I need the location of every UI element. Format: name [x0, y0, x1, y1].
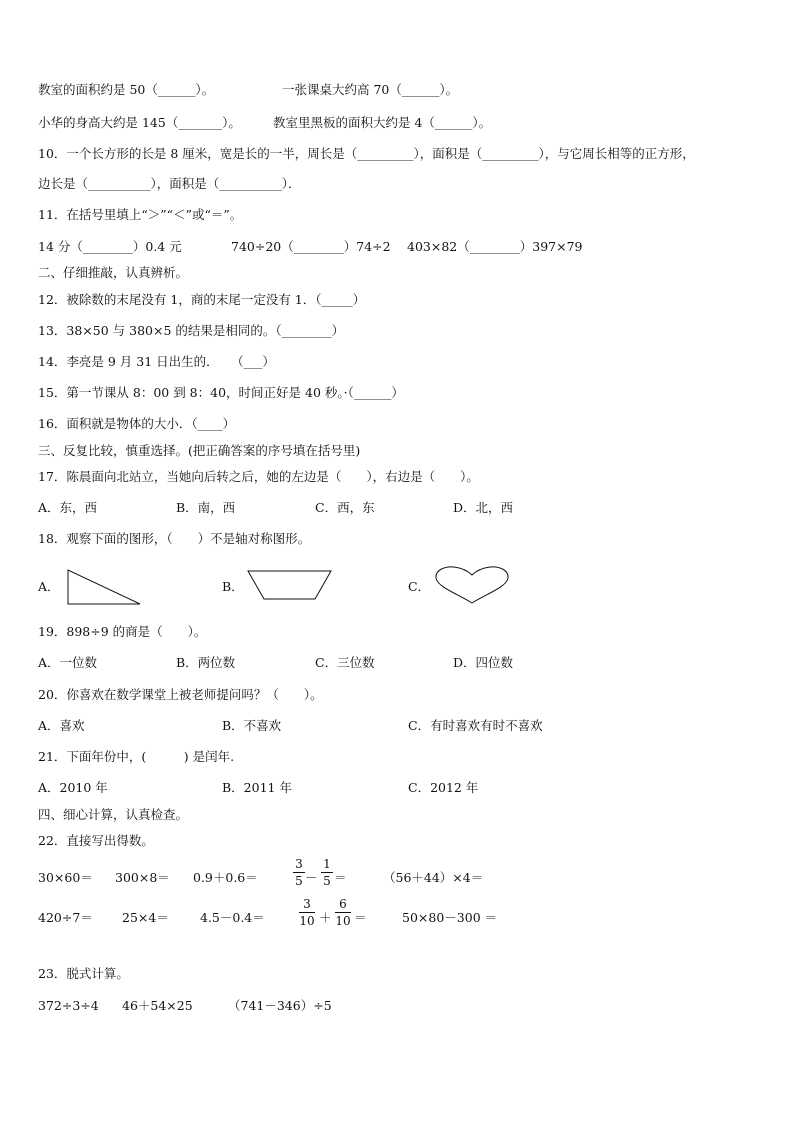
right-triangle-shape	[64, 568, 144, 608]
calc-10: 50×80－300 ＝	[402, 910, 498, 925]
question-20-option-c: C．有时喜欢有时不喜欢	[408, 718, 543, 733]
question-22: 22．直接写出得数。	[38, 833, 154, 848]
calc-6: 420÷7＝	[38, 910, 93, 925]
question-21-option-a: A．2010 年	[38, 780, 108, 795]
question-fill-blackboard-area: 教室里黑板的面积大约是 4（______）。	[273, 115, 492, 130]
expr-1: 372÷3÷4	[38, 998, 99, 1013]
calc-7: 25×4＝	[122, 910, 169, 925]
fraction-denominator: 10	[299, 914, 315, 928]
calc-3: 0.9＋0.6＝	[193, 870, 258, 885]
expr-3: （741－346）÷5	[228, 998, 332, 1013]
fraction-numerator: 1	[323, 857, 331, 871]
expr-2: 46＋54×25	[122, 998, 193, 1013]
section-3-heading: 三、反复比较，慎重选择。(把正确答案的序号填在括号里)	[38, 443, 361, 458]
question-fill-desk-height: 一张课桌大约高 70（______）。	[282, 82, 459, 97]
question-11-item-b: 740÷20（________）74÷2	[231, 239, 391, 254]
question-16: 16．面积就是物体的大小．（____）	[38, 416, 236, 431]
equals-sign: ＝	[334, 870, 347, 885]
question-11-item-c: 403×82（________）397×79	[407, 239, 583, 254]
fraction-three-fifths	[293, 857, 305, 888]
question-19: 19．898÷9 的商是（ ）。	[38, 624, 207, 639]
calc-1: 30×60＝	[38, 870, 93, 885]
question-17-option-d: D．北，西	[453, 500, 514, 515]
question-19-option-a: A．一位数	[38, 655, 98, 670]
fraction-denominator: 5	[295, 874, 303, 888]
question-18: 18．观察下面的图形，（ ）不是轴对称图形。	[38, 531, 311, 546]
question-17-option-b: B．南，西	[176, 500, 236, 515]
heart-shape	[432, 563, 512, 605]
calc-2: 300×8＝	[115, 870, 170, 885]
question-11-item-a: 14 分（________）0.4 元	[38, 239, 182, 254]
fraction-denominator: 10	[335, 914, 351, 928]
question-18-option-a: A．	[38, 579, 60, 594]
question-13: 13．38×50 与 380×5 的结果是相同的。（________）	[38, 323, 345, 338]
question-11-title: 11．在括号里填上“＞”“＜”或“＝”。	[38, 207, 243, 222]
fraction-three-tenths	[299, 897, 315, 928]
question-19-option-d: D．四位数	[453, 655, 514, 670]
question-19-option-b: B．两位数	[176, 655, 236, 670]
question-18-option-b: B．	[222, 579, 244, 594]
question-fill-classroom-area: 教室的面积约是 50（______）。	[38, 82, 215, 97]
question-fill-height: 小华的身高大约是 145（_______）。	[38, 115, 241, 130]
section-2-heading: 二、仔细推敲，认真辨析。	[38, 265, 189, 280]
question-17-option-c: C．西，东	[315, 500, 375, 515]
question-20: 20．你喜欢在数学课堂上被老师提问吗？（ ）。	[38, 687, 323, 702]
fraction-numerator: 6	[339, 897, 347, 911]
fraction-numerator: 3	[303, 897, 311, 911]
equals-sign: ＝	[354, 910, 367, 925]
plus-sign: ＋	[319, 910, 332, 925]
question-17: 17．陈晨面向北站立，当她向后转之后，她的左边是（ ），右边是（ ）。	[38, 469, 479, 484]
question-12: 12．被除数的末尾没有 1，商的末尾一定没有 1．（_____）	[38, 292, 366, 307]
question-14: 14．李亮是 9 月 31 日出生的． （___）	[38, 354, 275, 369]
section-4-heading: 四、细心计算，认真检查。	[38, 807, 189, 822]
question-10-line2: 边长是（__________），面积是（__________）．	[38, 176, 301, 191]
question-21-option-b: B．2011 年	[222, 780, 292, 795]
calc-8: 4.5－0.4＝	[200, 910, 265, 925]
fraction-numerator: 3	[295, 857, 303, 871]
question-15: 15．第一节课从 8：00 到 8：40，时间正好是 40 秒。·（______）	[38, 385, 404, 400]
question-20-option-a: A．喜欢	[38, 718, 85, 733]
minus-sign: －	[305, 870, 318, 885]
fraction-one-fifth	[321, 857, 333, 888]
question-18-option-c: C．	[408, 579, 431, 594]
fraction-six-tenths	[335, 897, 351, 928]
question-21: 21．下面年份中，( ) 是闰年.	[38, 749, 235, 764]
question-21-option-c: C．2012 年	[408, 780, 479, 795]
trapezoid-shape	[245, 568, 335, 604]
question-23: 23．脱式计算。	[38, 966, 129, 981]
fraction-denominator: 5	[323, 874, 331, 888]
question-20-option-b: B．不喜欢	[222, 718, 282, 733]
calc-5: （56＋44）×4＝	[383, 870, 484, 885]
question-10-line1: 10．一个长方形的长是 8 厘米，宽是长的一半，周长是（_________），面积是（_________），与它周长相等的正方形，	[38, 146, 695, 161]
question-17-option-a: A．东，西	[38, 500, 98, 515]
question-19-option-c: C．三位数	[315, 655, 375, 670]
